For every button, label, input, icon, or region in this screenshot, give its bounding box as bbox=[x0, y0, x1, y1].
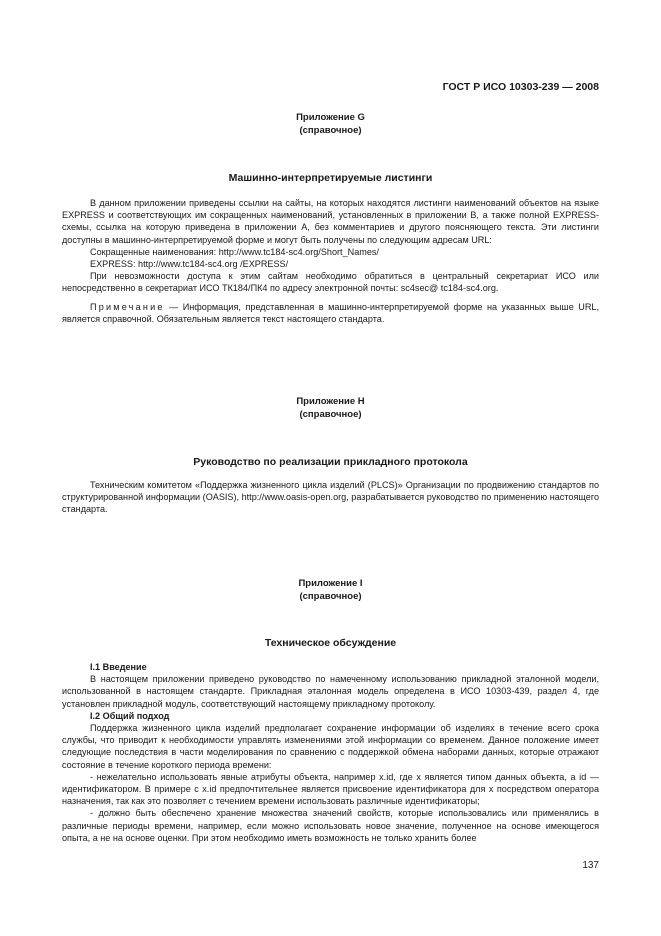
annex-i-title: Техническое обсуждение bbox=[264, 637, 397, 649]
annex-g-title: Машинно-интерпретируемые листинги bbox=[228, 172, 433, 184]
annex-g-paragraph: В данном приложении приведены ссылки на сайты, на которых находятся листинги наименований объектов на языке EXPRESS и соответствующих им сокращенных наименований, установленных в приложении В, а также полной EXPRESS-схемы, ссылка на которую приведена в приложении А, без комментариев и другого поясняющего текста. Эти листинги доступны в машинно-интерпретируемой форме и могут быть получены по следующим адресам URL: bbox=[62, 198, 599, 245]
annex-g-note bbox=[62, 301, 599, 325]
section-i2-heading: I.2 Общий подход bbox=[90, 710, 170, 721]
page-number: 137 bbox=[582, 860, 599, 871]
annex-g-status: (справочное) bbox=[299, 125, 362, 136]
annex-g-body bbox=[62, 197, 599, 325]
annex-h-heading: Приложение H bbox=[296, 396, 365, 407]
annex-g-url-short-names: Сокращенные наименования: http://www.tc184-sc4.org/Short_Names/ bbox=[90, 246, 379, 257]
annex-i-body bbox=[62, 661, 599, 844]
note-text: — Информация, представленная в машинно-интерпретируемой форме на указанных выше URL, является справочной. Обязательным является текст настоящего стандарта. bbox=[62, 301, 600, 324]
annex-h-title: Руководство по реализации прикладного протокола bbox=[193, 456, 468, 468]
annex-g-url-express: EXPRESS: http://www.tc184-sc4.org /EXPRESS/ bbox=[90, 259, 289, 270]
section-i1-heading: I.1 Введение bbox=[90, 662, 147, 672]
annex-i-status: (справочное) bbox=[299, 591, 362, 602]
annex-i-heading: Приложение I bbox=[298, 578, 363, 589]
section-i1-paragraph: В настоящем приложении приведено руководство по намеченному использованию прикладной эталонной модели, использованной в настоящем стандарте. Прикладная эталонная модель определена в ИСО 10303-439, раздел 4, где установлен прикладной модуль, соответствующий настоящему прикладному протоколу. bbox=[62, 674, 599, 709]
document-id-header: ГОСТ Р ИСО 10303-239 — 2008 bbox=[442, 81, 599, 93]
annex-g-contact-paragraph: При невозможности доступа к этим сайтам необходимо обратиться в центральный секретариат ИСО или непосредственно в секретариат ИСО ТК184/ПК4 по адресу электронной почты: sc4sec@ tc184-sc4.org. bbox=[62, 271, 599, 294]
section-i2-bullet-2: - должно быть обеспечено хранение множества значений свойств, которые использовались или применялись в различные периоды времени, например, если можно использовать новое значение, полученное на основе имеющегося опыта, а не на основе оценки. При этом необходимо иметь возможность не только хранить более bbox=[62, 808, 599, 843]
annex-h-status: (справочное) bbox=[299, 409, 362, 420]
annex-h-body bbox=[62, 479, 599, 516]
section-i2-paragraph: Поддержка жизненного цикла изделий предполагает сохранение информации об изделиях в течение всего срока службы, что приводит к необходимости управлять изменениями этой информации со временем. Данное положение имеет следующие последствия в части моделирования по сравнению с поддержкой обмена наборами данных, которые отражают состояние в течение короткого периода времени: bbox=[62, 723, 599, 770]
annex-g-heading: Приложение G bbox=[296, 112, 365, 123]
annex-h-paragraph: Техническим комитетом «Поддержка жизненного цикла изделий (PLCS)» Организации по продвижению стандартов по структурированной информации (OASIS), http://www.oasis-open.org, разрабатывается руководство по применению настоящего стандарта. bbox=[62, 480, 599, 515]
section-i2-bullet-1: - нежелательно использовать явные атрибуты объекта, например x.id, где x является типом данных объекта, а id — идентификатором. В примере с x.id предпочтительнее является присвоение идентификатора для x посредством оператора назначения, так как это позволяет с течением времени использовать различные идентификаторы; bbox=[62, 771, 599, 807]
note-label: Примечание bbox=[90, 301, 165, 312]
